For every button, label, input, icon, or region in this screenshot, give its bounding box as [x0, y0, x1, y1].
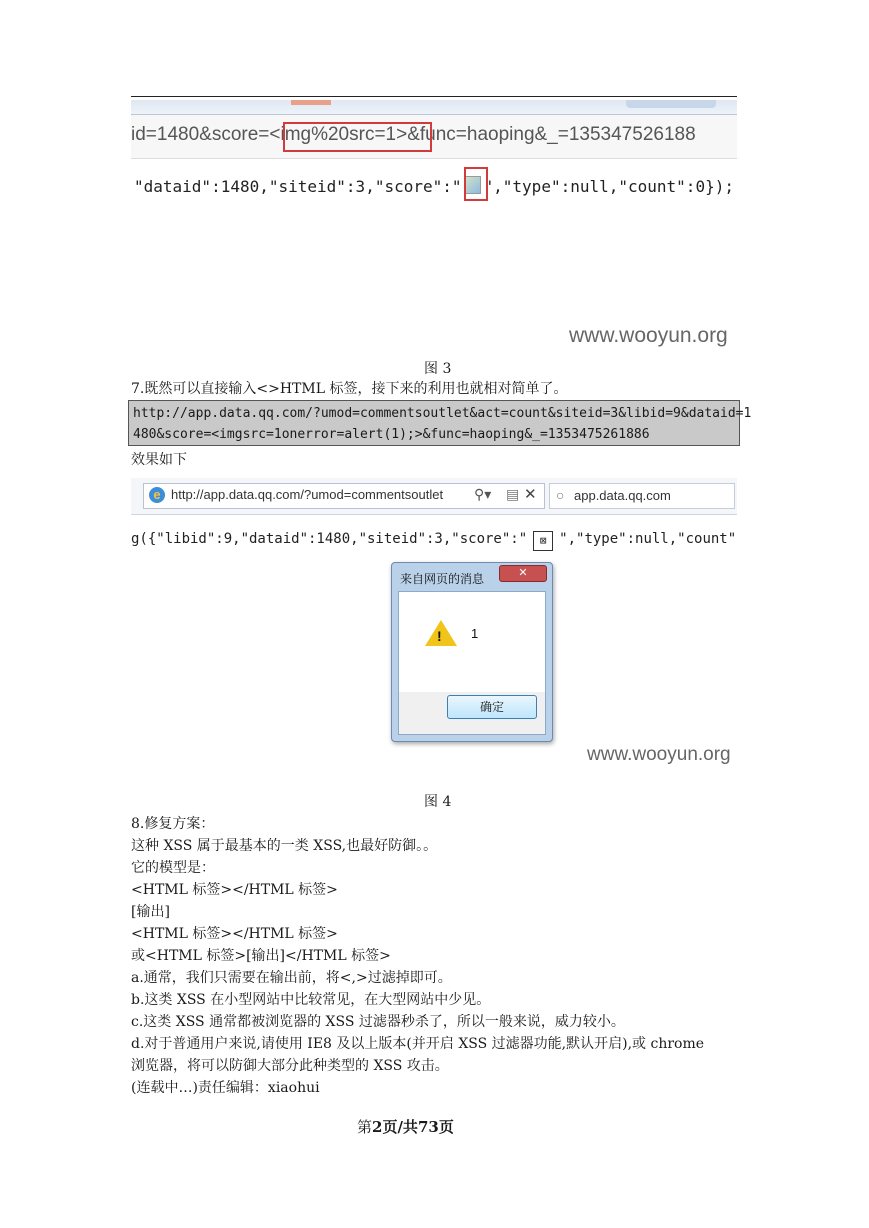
browser-tab[interactable] — [549, 483, 735, 509]
figure-3-caption: 图 3 — [424, 361, 452, 377]
code-line-2: 480&score=<imgsrc=1onerror=alert(1);>&func=haoping&_=1353475261886 — [133, 427, 650, 442]
address-text: http://app.data.qq.com/?umod=commentsoutlet — [171, 487, 444, 502]
code-line-1: http://app.data.qq.com/?umod=commentsoutlet&act=count&siteid=3&libid=9&dataid=1 — [133, 406, 752, 421]
body-line: 浏览器，将可以防御大部分此种类型的 XSS 攻击。 — [131, 1058, 449, 1074]
response-text-after: ","type":null,"count":0}); — [483, 177, 734, 196]
address-box[interactable] — [143, 483, 545, 509]
body-line: 或<HTML 标签>[输出]</HTML 标签> — [131, 948, 391, 964]
body-line: <HTML 标签></HTML 标签> — [131, 882, 338, 898]
ok-button[interactable]: 确定 — [447, 695, 537, 719]
watermark: www.wooyun.org — [569, 324, 728, 347]
figure-4-screenshot — [131, 478, 737, 774]
url-text: id=1480&score=<img%20src=1>&func=haoping&_=135347526188 — [131, 124, 696, 145]
watermark: www.wooyun.org — [587, 744, 731, 765]
figure-4-caption: 图 4 — [424, 794, 452, 810]
loading-icon: ○ — [556, 487, 565, 503]
body-line: d.对于普通用户来说,请使用 IE8 及以上版本(并开启 XSS 过滤器功能,默认开启),或 chrome — [131, 1036, 705, 1052]
warning-mark: ! — [437, 628, 442, 644]
page-current: 2 — [372, 1118, 383, 1136]
response-line — [134, 176, 734, 196]
body-line: b.这类 XSS 在小型网站中比较常见，在大型网站中少见。 — [131, 992, 491, 1008]
response-text: "dataid":1480,"siteid":3,"score":" — [134, 177, 462, 196]
image-highlight-box — [464, 167, 488, 201]
dialog-message: 1 — [471, 626, 479, 641]
body-line: 它的模型是： — [131, 860, 215, 876]
dialog-body — [398, 591, 546, 735]
alert-dialog — [391, 562, 553, 742]
page-total: 73 — [417, 1118, 439, 1136]
dialog-title: 来自网页的消息 — [400, 572, 485, 586]
body-line: c.这类 XSS 通常都被浏览器的 XSS 过滤器秒杀了，所以一般来说，威力较小。 — [131, 1014, 625, 1030]
step-7-text: 7.既然可以直接输入<>HTML 标签，接下来的利用也就相对简单了。 — [131, 381, 568, 397]
page-suffix: 页 — [438, 1118, 454, 1136]
close-icon[interactable]: ✕ — [524, 486, 537, 503]
editor-line: (连载中…)责任编辑：xiaohui — [131, 1080, 320, 1096]
tab-strip-accent-right — [626, 100, 716, 108]
tab-title: app.data.qq.com — [574, 488, 671, 503]
code-box — [128, 400, 752, 446]
compat-icon[interactable]: ▤ — [506, 486, 520, 502]
fix-heading: 8.修复方案： — [131, 816, 215, 832]
page-prefix: 第 — [357, 1118, 373, 1136]
body-line: [输出] — [131, 904, 170, 920]
dialog-close-button[interactable]: ✕ — [499, 565, 547, 582]
page-mid: 页/共 — [382, 1118, 418, 1136]
header-rule — [131, 96, 737, 97]
url-highlight-box — [283, 122, 432, 152]
response-text: g({"libid":9,"dataid":1480,"siteid":3,"score":" — [131, 531, 528, 547]
body-line: <HTML 标签></HTML 标签> — [131, 926, 338, 942]
response-text-after: ","type":null,"count" — [559, 531, 737, 547]
figure-3-screenshot — [131, 100, 737, 360]
broken-image-icon: ⊠ — [533, 531, 553, 551]
tab-strip-accent — [291, 100, 331, 105]
response-line — [131, 531, 736, 551]
page-number — [357, 1116, 454, 1137]
effect-text: 效果如下 — [131, 452, 187, 468]
ie-icon: e — [149, 487, 165, 503]
search-icon[interactable]: ⚲▾ — [474, 486, 492, 502]
body-line: 这种 XSS 属于最基本的一类 XSS,也最好防御。。 — [131, 838, 438, 854]
body-line: a.通常，我们只需要在输出前，将<,>过滤掉即可。 — [131, 970, 452, 986]
